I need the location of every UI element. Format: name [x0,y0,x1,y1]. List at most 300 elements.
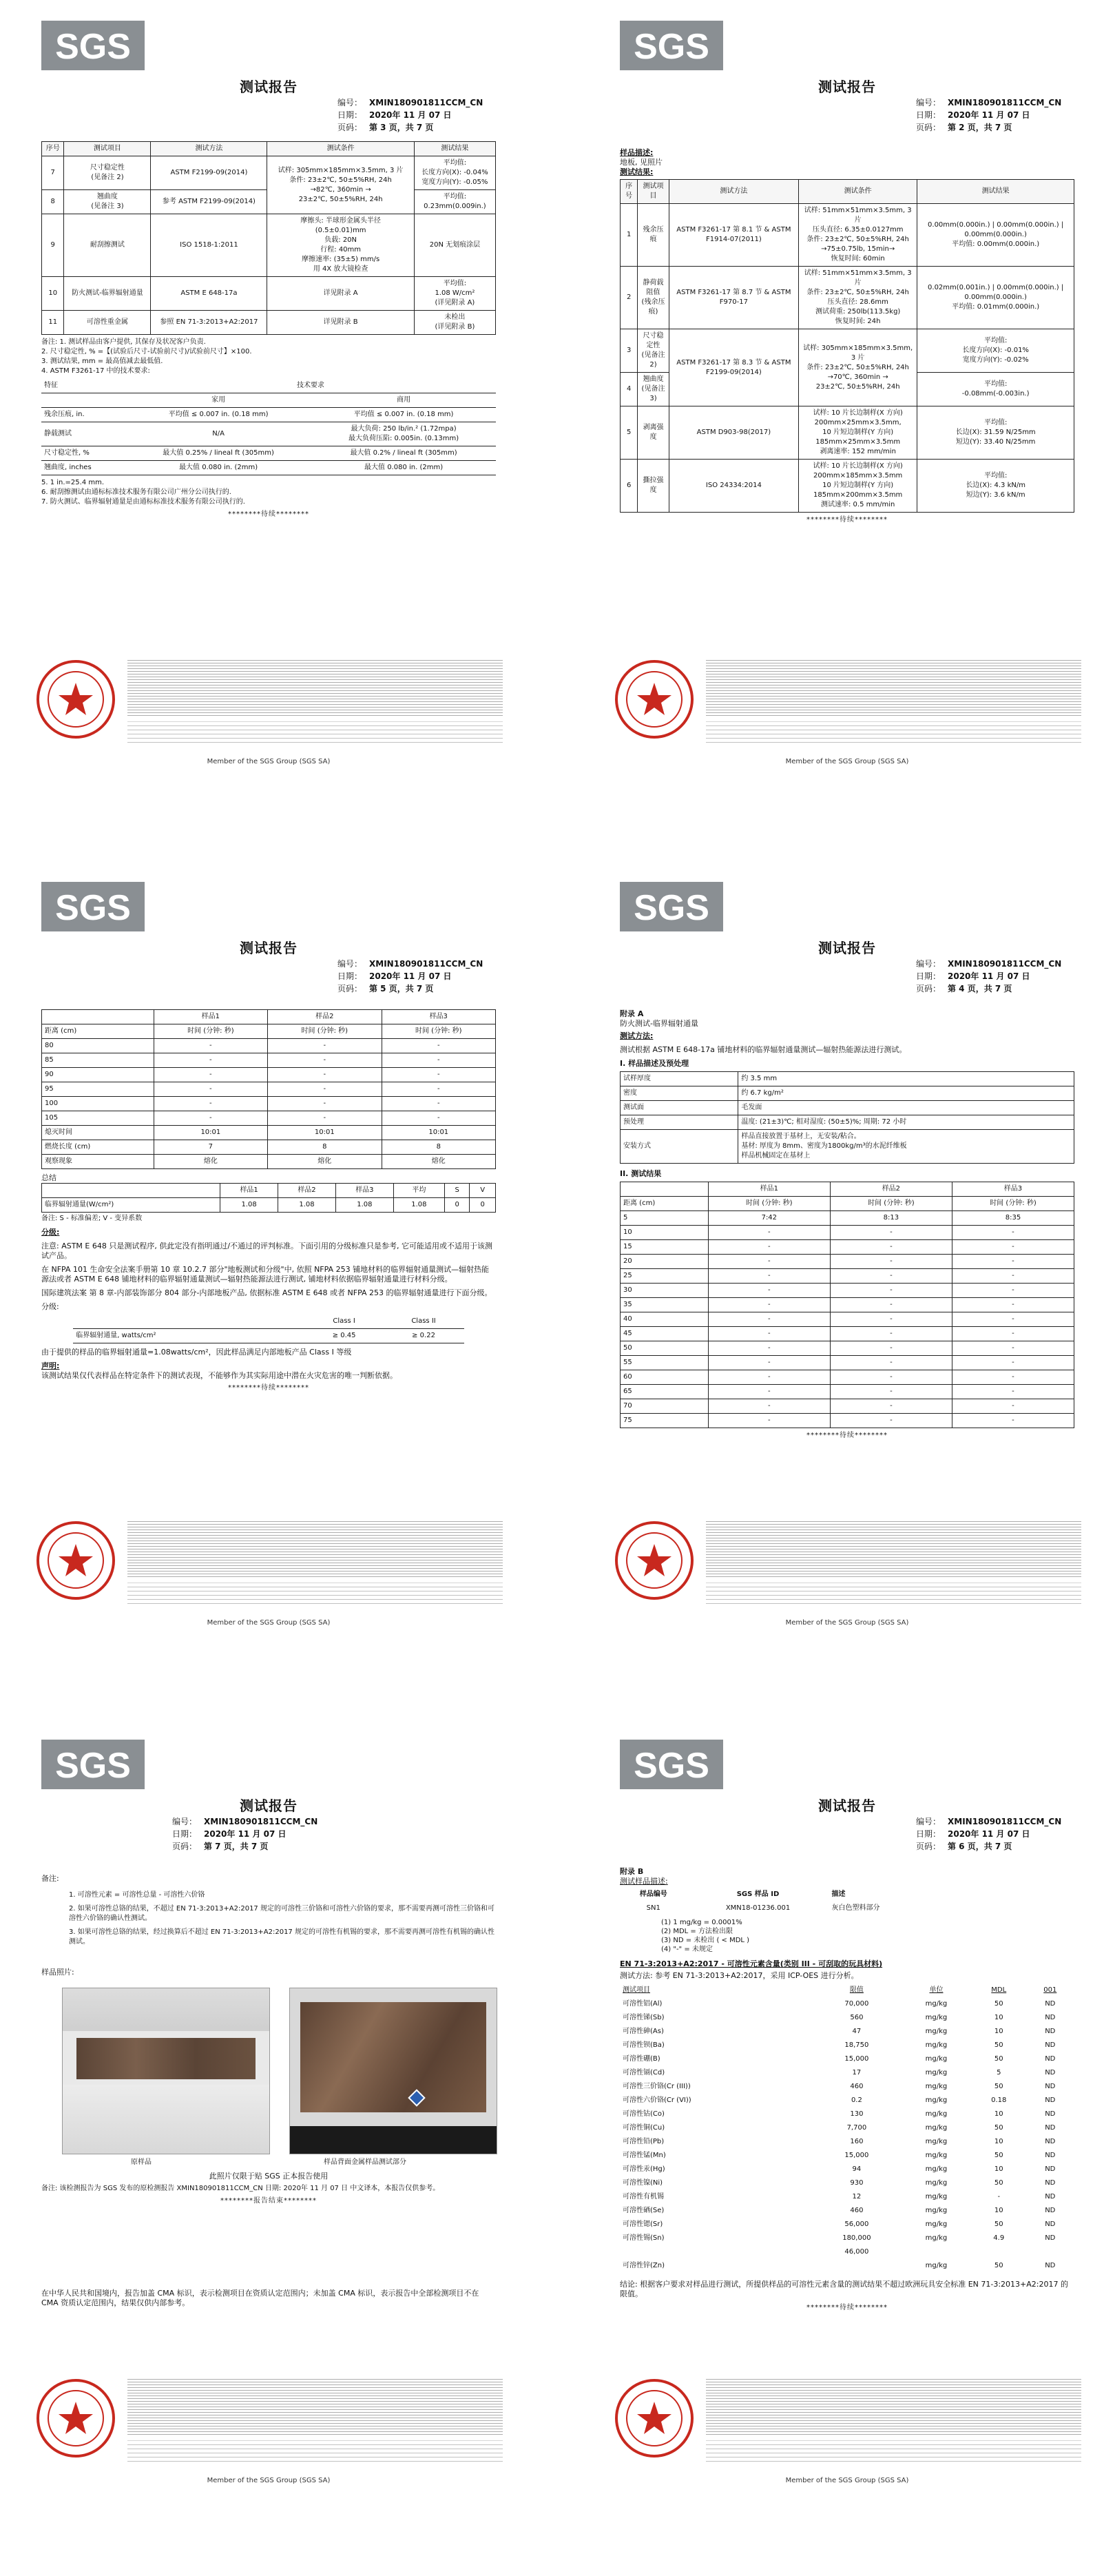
sample-desc-label: 样品描述: [620,148,654,157]
table-row [620,2218,1074,2232]
spec-header: 技术要求 [125,379,496,393]
legend-item: (3) ND = 未检出 ( < MDL ) [661,1937,750,1944]
terms-fine-print [706,1519,1081,1578]
cell: - [952,1226,1074,1240]
cell: 可溶性三价铬(Cr (III)) [623,2083,691,2090]
col-header: 样品3 [382,1010,495,1024]
logo-text: SGS [55,27,131,67]
col-header: 时间 (分钟: 秒) [382,1024,495,1039]
cell: 约 6.7 kg/m² [738,1086,1074,1101]
cell: 0 [444,1198,469,1213]
cell: 熔化 [268,1155,382,1169]
conclusion: 结论: 根据客户要求对样品进行测试，所提供样品的可溶性元素含量的测试结果不超过欧洲玩具安全标准 EN 71-3:2013+A2:2017 的限值。 [620,2280,1068,2298]
table-row [42,1082,496,1097]
cell: 10 [994,2014,1003,2021]
address-block [127,721,503,743]
table-row [620,2176,1074,2190]
cell: 温度: (21±3)℃; 相对湿度: (50±5)%; 周期: 72 小时 [738,1115,1074,1130]
cell: 12 [852,2193,862,2201]
cell: 试样: 10 片长边制样(X 方向) 200mm×185mm×3.5mm 10 片短边制样(Y 方向) 185mm×200mm×3.5mm 测试速率: 0.5 mm/min [799,460,917,513]
continued-marker: ********待续******** [806,2304,888,2311]
table-row [42,1126,496,1140]
col-header: 测试项目 [64,142,151,156]
col-header: 测试方法 [151,142,267,156]
spec-row [41,422,496,446]
cell: 17 [852,2069,862,2077]
test-results-table [41,141,496,335]
report-page-7 [14,1726,523,2525]
page6-content [620,1867,1074,2313]
cell: 熄灭时间 [42,1126,154,1140]
table-row [621,1226,1074,1240]
cell: 10:01 [154,1126,267,1140]
cell: 预处理 [621,1115,738,1130]
cell [42,1184,220,1198]
cell: 180,000 [842,2234,871,2242]
photo-label: 样品照片: [41,1968,74,1977]
cell: 可溶性锑(Sb) [623,2014,665,2021]
section-1-heading: I. 样品描述及预处理 [620,1059,689,1068]
cell: 50 [994,2220,1003,2228]
date-label: 日期： [916,971,941,981]
page3-content [41,141,496,519]
address-block [127,2440,503,2462]
cell: 平均值: -0.08mm(-0.003in.) [917,373,1074,406]
cell: - [830,1226,952,1240]
element-results-table [620,1983,1074,2273]
col-header: 样品3 [335,1184,393,1198]
col-header: 测试结果 [917,180,1074,204]
report-no: XMIN180901811CCM_CN [369,959,483,969]
page-footer [34,1519,503,1640]
col-header: 距离 (cm) [42,1024,154,1039]
cell: - [708,1399,830,1414]
cell: 6 [621,460,638,513]
table-row [620,2121,1074,2135]
cell: 94 [852,2165,862,2173]
flame-distance-table [41,1009,496,1169]
spec-row [41,446,496,461]
cell: ASTM D903-98(2017) [669,406,798,460]
appendix-label: 附录 A [620,1009,644,1018]
col-header: S [444,1184,469,1198]
cell: - [154,1053,267,1068]
table-row [621,1269,1074,1284]
cell: mg/kg [925,2207,948,2214]
cell: 摩擦头: 半球形金属头半径 (0.5±0.01)mm 负载: 20N 行程: 40mm 摩擦速率: (35±5) mm/s 用 4X 放大镜检查 [267,214,414,277]
cell: - [708,1414,830,1428]
report-no: XMIN180901811CCM_CN [948,1817,1062,1826]
cell: 可溶性钴(Co) [623,2110,665,2118]
table-row [620,1902,938,1915]
statement-label: 声明: [41,1361,60,1370]
cell: mg/kg [925,2110,948,2118]
cell: - [268,1082,382,1097]
cell: 50 [994,2000,1003,2008]
cell: 10 [994,2207,1003,2214]
report-no-label: 编号： [916,959,941,969]
report-meta [916,96,1061,134]
cell: 翘曲度 (见备注 3) [638,373,669,406]
report-no-label: 编号： [172,1817,198,1826]
table-row [621,1312,1074,1327]
cell: 7 [42,156,64,190]
cell: 1.08 [278,1198,336,1213]
cell: - [952,1341,1074,1356]
report-page-4 [592,868,1102,1667]
photo-caption-1: 原样品 [131,2158,152,2166]
date-label: 日期： [916,110,941,120]
cell: ND [1045,2110,1056,2118]
cell: - [997,2193,1001,2201]
cell: 试样: 51mm×51mm×3.5mm, 3 片 条件: 23±2℃, 50±5%RH, 24h 压头直径: 28.6mm 测试荷重: 250lb(113.5kg) 恢复时间: 24h [799,267,917,329]
cell [901,2245,972,2259]
col-header: 样品1 [708,1182,830,1197]
member-line: Member of the SGS Group (SGS SA) [785,1619,909,1627]
sample-photo-back [289,1988,497,2154]
report-page-6 [592,1726,1102,2525]
cell: 试样: 305mm×185mm×3.5mm, 3 片 条件: 23±2℃, 50±5%RH, 24h →70℃, 360min → 23±2℃, 50±5%RH, 24h [799,329,917,406]
col-header: 测试结果 [414,142,495,156]
cell: - [830,1385,952,1399]
summary-label: 总结 [41,1173,56,1182]
cell: - [830,1341,952,1356]
cell: 95 [42,1082,154,1097]
col-header: 测试条件 [267,142,414,156]
cell: 10 [994,2110,1003,2118]
cell: 9 [42,214,64,277]
page-label: 页码： [337,123,363,132]
cell: 0.18 [991,2096,1007,2104]
cell: 930 [850,2179,864,2187]
seal-stamp [34,2377,117,2460]
cell: ND [1045,2138,1056,2145]
logo-text: SGS [634,27,709,67]
cell: ND [1045,2028,1056,2035]
cell: ≥ 0.45 [305,1329,383,1343]
table-row [621,1211,1074,1226]
date-label: 日期： [337,110,363,120]
cell: ASTM F3261-17 第 8.3 节 & ASTM F2199-09(2014) [669,329,798,406]
cell: mg/kg [925,2055,948,2063]
cell: - [708,1240,830,1255]
cell: 试样: 10 片长边制样(X 方向) 200mm×25mm×3.5mm, 10 片短边制样(Y 方向) 185mm×25mm×3.5mm 剥离速率: 152 mm/min [799,406,917,460]
col-header: 限值 [849,1986,864,1994]
cell: 试样厚度 [621,1072,738,1086]
cell: 1 [621,204,638,267]
end-marker: ********报告结束******** [220,2197,317,2205]
sgs-logo [41,21,145,70]
table-row [620,2066,1074,2080]
date-label: 日期： [172,1829,198,1839]
cell: mg/kg [925,2193,948,2201]
spec-table [41,379,496,475]
table-row [42,156,496,190]
cell: - [382,1097,495,1111]
page5-content [41,1009,496,1393]
cell: 20N 无划痕涂层 [414,214,495,277]
cell: mg/kg [925,2262,948,2269]
cell: 最大负荷: 250 lb/in.² (1.72mpa) 最大负荷压陷: 0.005in. (0.13mm) [311,422,496,446]
cell: 平均值: 长边(X): 4.3 kN/m 短边(Y): 3.6 kN/m [917,460,1074,513]
note: 2. 如果可溶性总铬的结果，不超过 EN 71-3:2013+A2:2017 规定的可溶性三价铬和可溶性六价铬的要求，那不需要再测可溶性三价铬和可溶性六价铬的确认性测试。 [69,1905,494,1922]
cell: 平均值: 长度方向(X): -0.04% 宽度方向(Y): -0.05% [414,156,495,190]
conclusion: 由于提供的样品的临界辐射通量=1.08watts/cm²，因此样品满足内部地板产品 Class I 等级 [41,1348,352,1357]
cell: ISO 24334:2014 [669,460,798,513]
cell: 46,000 [844,2248,869,2256]
cell: 可溶性硒(Se) [623,2207,665,2214]
table-row [42,1155,496,1169]
address-block [706,2440,1081,2462]
cell: ND [1045,2069,1056,2077]
cell: 60 [621,1370,709,1385]
sample-desc: 地板, 见照片 [620,158,663,167]
page-label: 页码： [916,123,941,132]
sv-note: 备注: S - 标准偏差; V - 变异系数 [41,1215,143,1222]
standard-title: EN 71-3:2013+A2:2017 - 可溶性元素含量(类别 III - 可刮取的玩具材料) [620,1959,883,1968]
table-row [621,1115,1074,1130]
cell: 10:01 [382,1126,495,1140]
seal-stamp [613,658,696,741]
table-row [42,277,496,311]
spec-sub: 商用 [311,393,496,408]
cell: 1.08 [393,1198,444,1213]
cell: ND [1045,2041,1056,2049]
cell: 30 [621,1284,709,1298]
cell: - [952,1284,1074,1298]
cell: 460 [850,2083,864,2090]
page-footer [34,658,503,779]
photo-caption-2: 样品背面金属样品测试部分 [324,2158,406,2166]
report-no: XMIN180901811CCM_CN [369,98,483,107]
report-no-label: 编号： [337,959,363,969]
report-meta [337,96,483,134]
table-row [621,1399,1074,1414]
cell: 平均值 ≤ 0.007 in. (0.18 mm) [125,408,311,422]
sample-info-table [620,1071,1074,1164]
method-label: 测试方法: [620,1031,654,1040]
report-no-label: 编号： [916,1817,941,1826]
cell: 静载测试 [41,422,125,446]
page-number: 第 6 页，共 7 页 [948,1842,1012,1851]
cell: - [382,1111,495,1126]
cell: 45 [621,1327,709,1341]
legend-block [620,1918,1074,1954]
cell: - [154,1082,267,1097]
cell: - [708,1226,830,1240]
cell: 临界辐射通量(W/cm²) [42,1198,220,1213]
cell: - [952,1385,1074,1399]
cell: ND [1045,2262,1056,2269]
cell: 可溶性六价铬(Cr (VI)) [623,2096,691,2104]
cell: 8 [382,1140,495,1155]
test-results-table [620,179,1074,513]
cell: 11 [42,311,64,335]
cell: 参考 ASTM F2199-09(2014) [151,190,267,214]
report-date: 2020年 11 月 07 日 [948,1829,1030,1839]
col-header: 测试项目 [638,180,669,204]
table-row [42,1039,496,1053]
cell: N/A [125,422,311,446]
cell: 试样: 305mm×185mm×3.5mm, 3 片 条件: 23±2℃, 50±5%RH, 24h →82℃, 360min → 23±2℃, 50±5%RH, 24h [267,156,414,214]
col-header: MDL [991,1986,1007,1994]
terms-fine-print [127,1519,503,1578]
cell: 40 [621,1312,709,1327]
member-line: Member of the SGS Group (SGS SA) [207,1619,331,1627]
cell: - [154,1111,267,1126]
table-row [620,2011,1074,2025]
address-block [706,721,1081,743]
cell: - [952,1240,1074,1255]
report-no: XMIN180901811CCM_CN [948,98,1062,107]
table-row [621,1356,1074,1370]
col-header: 样品2 [830,1182,952,1197]
sgs-logo [620,1740,723,1789]
member-line: Member of the SGS Group (SGS SA) [785,2477,909,2484]
cell: ND [1045,2124,1056,2132]
continued-marker: ********待续******** [806,516,888,524]
sgs-logo [41,1740,145,1789]
cell: 翘曲度, inches [41,461,125,475]
cell: 可溶性锌(Zn) [623,2262,665,2269]
table-row [73,1329,464,1343]
cell: 可溶性铅(Pb) [623,2138,665,2145]
cell: ISO 1518-1:2011 [151,214,267,277]
date-label: 日期： [337,971,363,981]
cell: 25 [621,1269,709,1284]
cell: - [382,1039,495,1053]
cell: 50 [994,2179,1003,2187]
note: 3. 测试结果, mm = 最高值减去最低值. [41,358,163,365]
address-block [127,1583,503,1604]
page-title: 测试报告 [818,79,876,95]
report-no-label: 编号： [916,98,941,107]
appendix-label: 附录 B [620,1867,644,1876]
seal-stamp [34,1519,117,1602]
table-row [42,311,496,335]
cell: 3 [621,329,638,373]
table-row [620,2108,1074,2121]
cell: 静荷载阻值 (残余压痕) [638,267,669,329]
cell: - [382,1082,495,1097]
col-header: Class I [305,1315,383,1329]
class-title: 分级: [41,1228,60,1237]
cell: - [708,1356,830,1370]
cell: - [708,1341,830,1356]
table-row [621,267,1074,329]
cell: ND [1045,2234,1056,2242]
report-meta [916,958,1061,995]
cell: 熔化 [154,1155,267,1169]
cell: - [830,1399,952,1414]
cell: 5 [621,1211,709,1226]
table-row [42,1140,496,1155]
cell: 可溶性镍(Ni) [623,2179,663,2187]
report-page-5 [14,868,523,1667]
cell: - [830,1240,952,1255]
cell: 可溶性砷(As) [623,2028,664,2035]
cell: - [154,1068,267,1082]
col-header: V [470,1184,496,1198]
translation-remark: 备注: 该检测报告为 SGS 发布的原检测报告 XMIN180901811CCM_CN 日期: 2020年 11 月 07 日 中文译本，本报告仅供参考。 [41,2185,440,2192]
terms-fine-print [706,2377,1081,2436]
cell: 5 [997,2069,1001,2077]
cell: - [830,1284,952,1298]
results-label: 测试结果: [620,167,654,176]
col-header: 测试方法 [669,180,798,204]
note: 1. 可溶性元素 = 可溶性总量 - 可溶性六价铬 [69,1891,205,1899]
table-row [621,329,1074,373]
cell: 平均值 ≤ 0.007 in. (0.18 mm) [311,408,496,422]
sgs-logo [620,21,723,70]
terms-fine-print [127,658,503,717]
cell: SN1 [646,1904,660,1912]
cell: 4 [621,373,638,406]
cell: mg/kg [925,2014,948,2021]
table-row [621,1370,1074,1385]
table-row [621,406,1074,460]
cell: 7:42 [708,1211,830,1226]
cell: mg/kg [925,2096,948,2104]
cell: ASTM F3261-17 第 8.1 节 & ASTM F1914-07(2011) [669,204,798,267]
cell: 10 [621,1226,709,1240]
summary-table [41,1183,496,1213]
cell: 可溶性硼(B) [623,2055,660,2063]
cell: - [830,1414,952,1428]
notes-label: 备注: [41,1874,59,1883]
cell: 剥离强度 [638,406,669,460]
cell: ND [1045,2193,1056,2201]
cell: - [952,1356,1074,1370]
cell: 毛发面 [738,1101,1074,1115]
cell: 最大值 0.080 in. (2mm) [125,461,311,475]
cell: 7 [154,1140,267,1155]
paragraph: 国际建筑法案 第 8 章-内部装饰部分 804 部分-内部地板产品, 依据标准 ASTM E 648 或者 NFPA 253 的临界辐射通量进行下面分级。 [41,1288,492,1297]
page-number: 第 4 页，共 7 页 [948,984,1012,993]
cell: 18,750 [844,2041,869,2049]
cell: 10 [994,2165,1003,2173]
cell: - [952,1370,1074,1385]
statement: 该测试结果仅代表样品在特定条件下的测试表现，不能够作为其实际用途中潜在火灾危害的唯一判断依据。 [41,1371,397,1380]
cell: mg/kg [925,2138,948,2145]
cell: 最大值 0.2% / lineal ft (305mm) [311,446,496,461]
cell: 100 [42,1097,154,1111]
table-row [620,2190,1074,2204]
cell: 50 [621,1341,709,1356]
page-title: 测试报告 [818,940,876,956]
spec-row [41,461,496,475]
cell: 参照 EN 71-3:2013+A2:2017 [151,311,267,335]
cell: 临界辐射通量, watts/cm² [73,1329,305,1343]
section-2-heading: II. 测试结果 [620,1169,662,1178]
sample-desc-label: 测试样品描述: [620,1877,668,1886]
cell: - [268,1097,382,1111]
page-footer [613,1519,1081,1640]
cell: 105 [42,1111,154,1126]
seal-stamp [613,1519,696,1602]
page-footer [34,2377,503,2497]
cell: 约 3.5 mm [738,1072,1074,1086]
seal-stamp [613,2377,696,2460]
cell: 10 [994,2028,1003,2035]
cell: 安装方式 [621,1130,738,1164]
cell: - [952,1414,1074,1428]
col-header: 时间 (分钟: 秒) [708,1197,830,1211]
cell: mg/kg [925,2152,948,2159]
page7-content [41,1874,496,2312]
col-header: 时间 (分钟: 秒) [154,1024,267,1039]
cell: 密度 [621,1086,738,1101]
